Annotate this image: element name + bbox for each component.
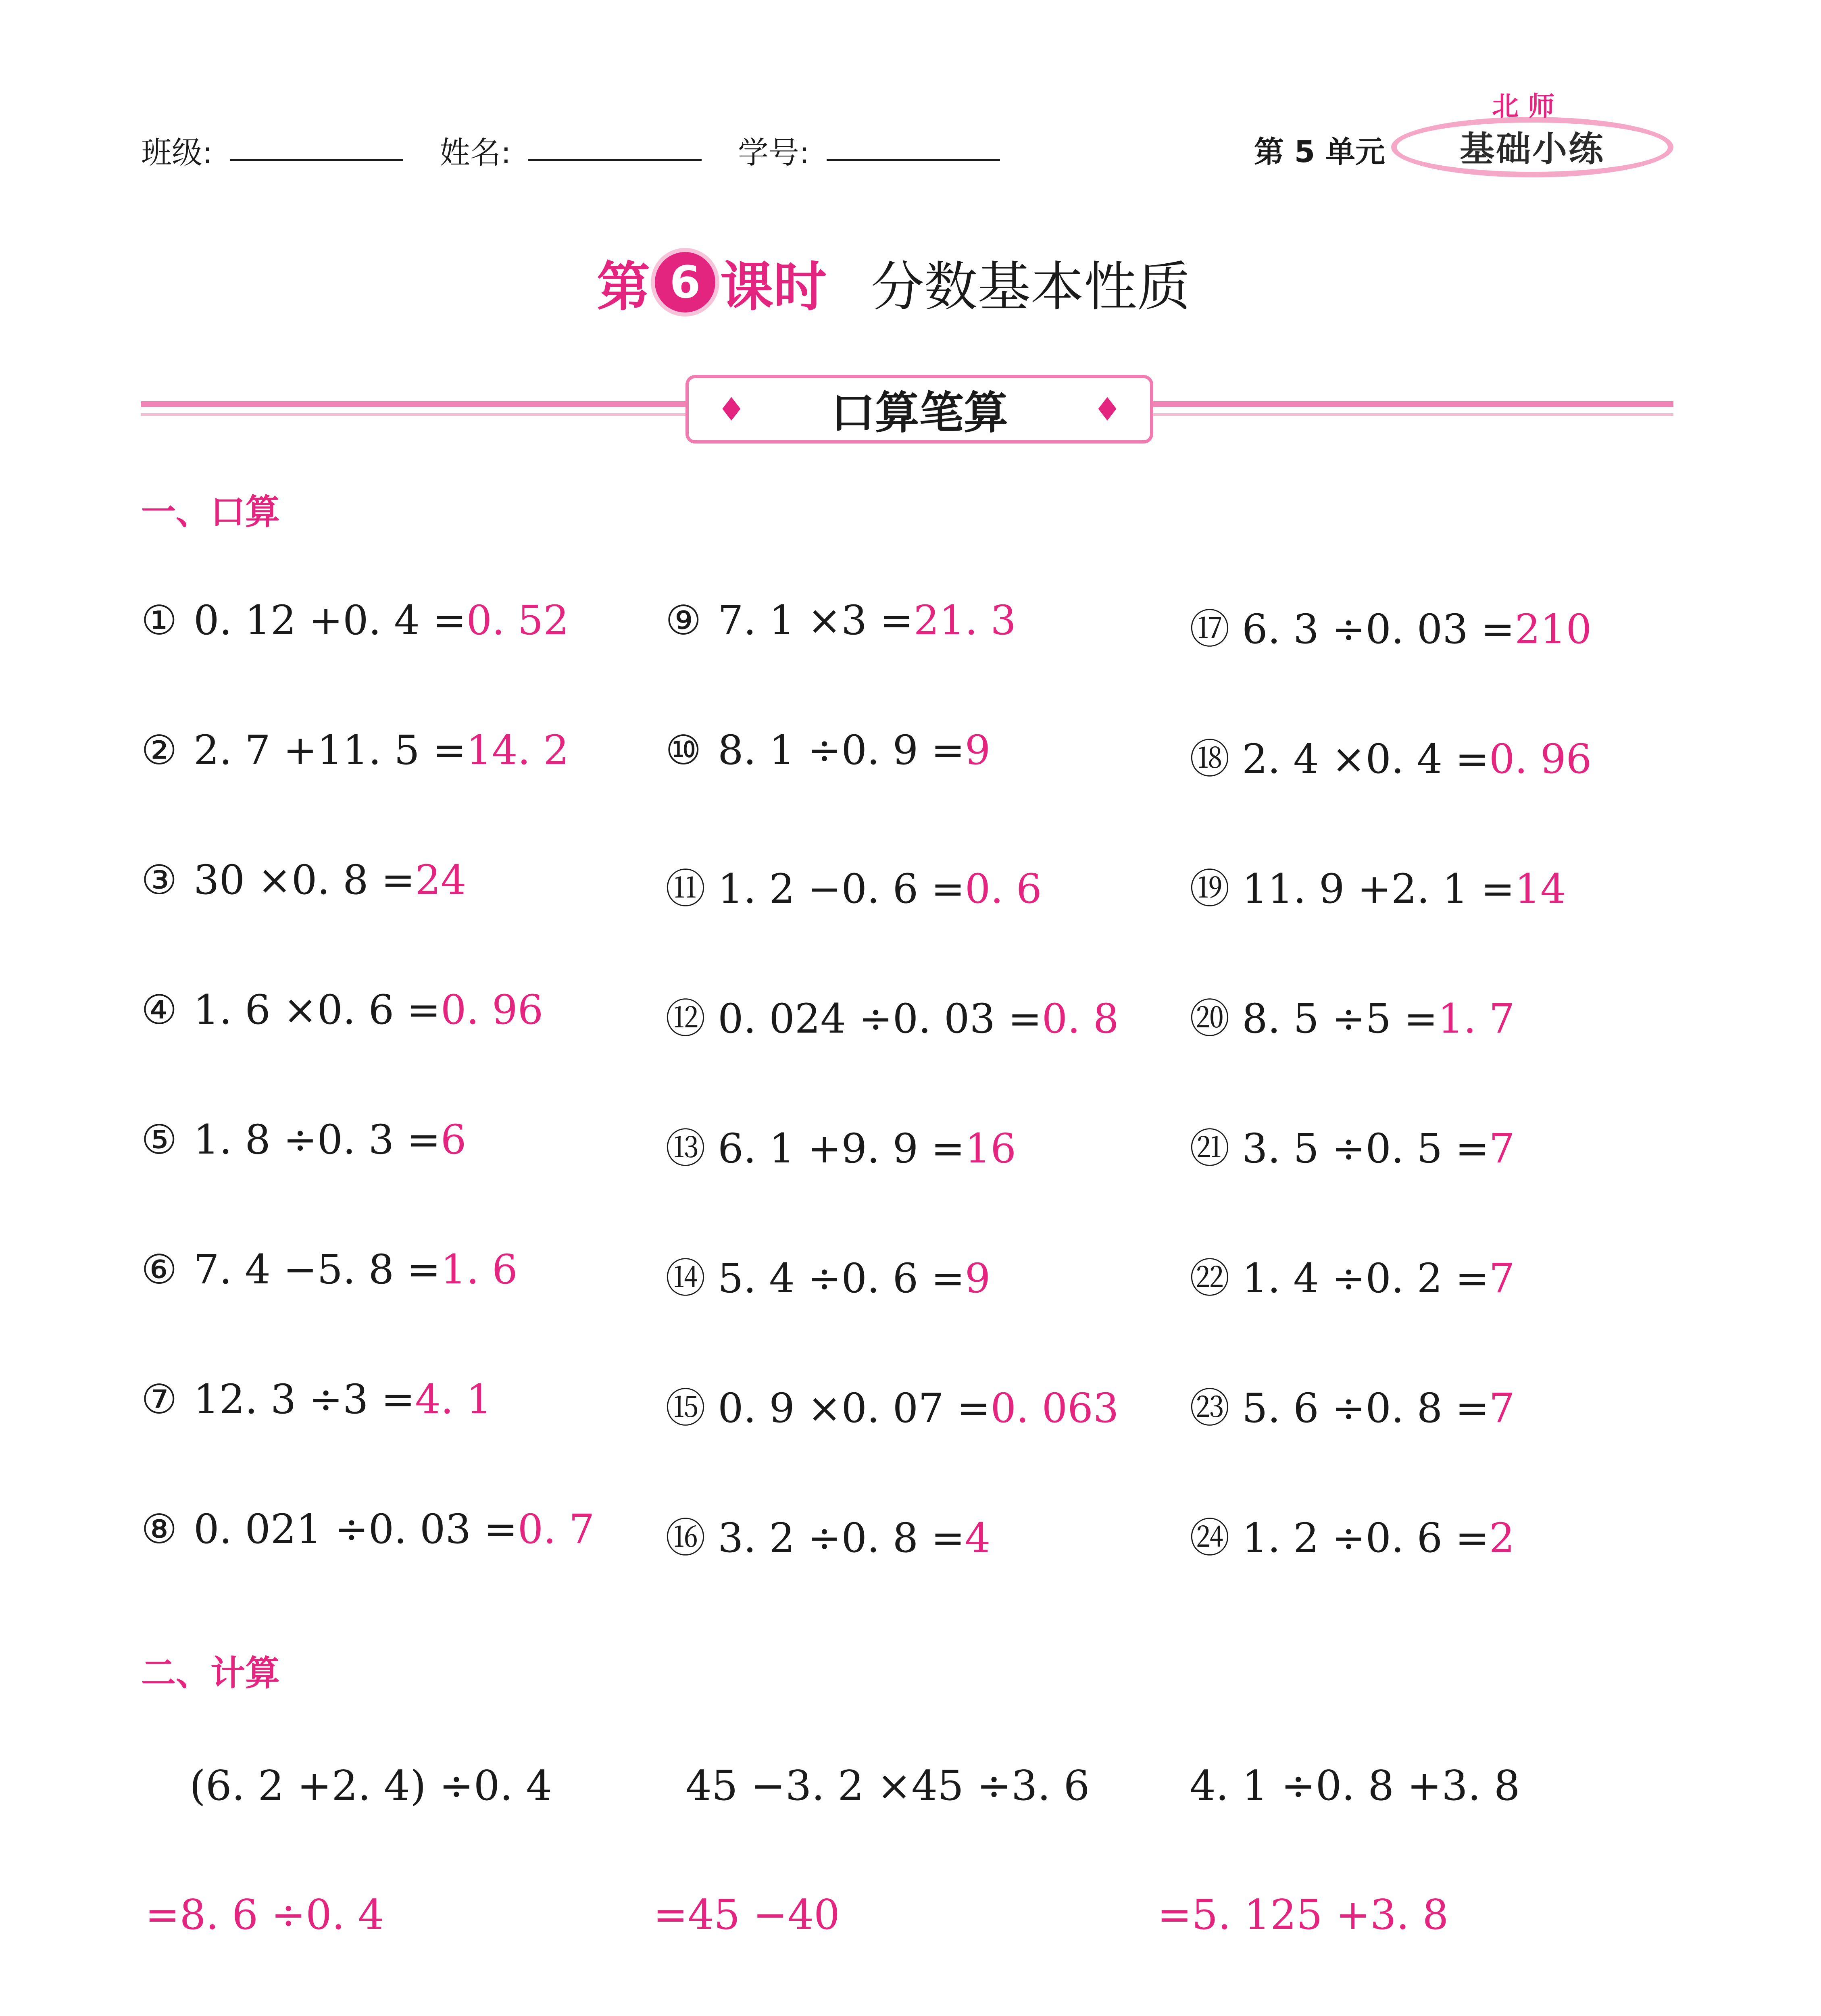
problem-number: ⑦ [141,1376,177,1423]
problem-answer: 14 [1515,865,1566,912]
problem-answer: 0. 8 [1042,995,1119,1042]
problem-answer: 14. 2 [466,727,569,774]
problem-answer: 6 [440,1116,467,1163]
oral-problem [665,856,1042,914]
problem-answer: 210 [1515,606,1592,653]
problem-answer: 0. 96 [440,986,544,1033]
oral-problem [1190,727,1592,785]
problem-expression: 0. 021 ÷0. 03 = [194,1506,518,1553]
brand-top-text: 北 师 [1492,91,1554,122]
section-banner [685,375,1153,444]
problem-number: ㉒ [1190,1255,1230,1302]
problem-expression: 1. 6 ×0. 6 = [194,986,441,1033]
oral-problem [141,1116,466,1163]
problem-expression: 5. 6 ÷0. 8 = [1242,1385,1489,1432]
calc-expression: 45 −3. 2 ×45 ÷3. 6 [685,1762,1090,1810]
problem-number: ㉔ [1190,1514,1230,1562]
problem-number: ⑥ [141,1246,177,1293]
problem-number: ⑮ [665,1385,706,1432]
calc-step: =45 −40 [653,1891,840,1939]
oral-problem [665,986,1119,1044]
problem-expression: 7. 4 −5. 8 = [194,1246,441,1293]
oral-problem [665,727,990,774]
problem-answer: 7 [1489,1125,1515,1172]
problem-number: ⑲ [1190,865,1230,912]
oral-problem [1190,1246,1515,1304]
name-label: 姓名: [440,135,511,171]
problem-expression: 0. 9 ×0. 07 = [718,1385,991,1432]
lesson-title [597,242,1190,323]
problem-answer: 16 [965,1125,1017,1172]
problem-number: ⑭ [665,1255,706,1302]
calc-expression: 4. 1 ÷0. 8 +3. 8 [1190,1762,1520,1810]
problem-expression: 3. 5 ÷0. 5 = [1242,1125,1489,1172]
oral-problem [1190,1376,1515,1434]
problem-expression: 11. 9 +2. 1 = [1242,865,1515,912]
problem-number: ② [141,727,177,774]
oral-problem [141,986,543,1033]
oral-problem [1190,597,1592,655]
problem-expression: 12. 3 ÷3 = [194,1376,415,1423]
problem-answer: 1. 6 [440,1246,518,1293]
oral-problem [1190,1116,1515,1174]
calc-step: =5. 125 +3. 8 [1157,1891,1449,1939]
diamond-icon: ♦ [1093,390,1122,428]
problem-expression: 3. 2 ÷0. 8 = [718,1514,965,1562]
problem-expression: 6. 3 ÷0. 03 = [1242,606,1515,653]
problem-expression: 2. 7 +11. 5 = [194,727,467,774]
problem-answer: 0. 063 [990,1385,1119,1432]
diamond-icon: ♦ [717,390,746,428]
problem-expression: 8. 1 ÷0. 9 = [718,727,965,774]
problem-answer: 1. 7 [1438,995,1515,1042]
problem-number: ⑯ [665,1514,706,1562]
oral-problem [141,1506,595,1553]
problem-number: ① [141,597,177,644]
oral-problem [141,727,569,774]
problem-expression: 2. 4 ×0. 4 = [1242,735,1489,783]
problem-number: ⑤ [141,1116,177,1163]
banner-title: 口算笔算 [831,387,1008,439]
oral-problem [141,597,569,644]
problem-number: ⑰ [1190,606,1230,653]
problem-number: ⑫ [665,995,706,1042]
oral-problem [665,1116,1016,1174]
problem-answer: 4. 1 [415,1376,492,1423]
oral-problem [665,1246,990,1304]
problem-number: ⑨ [665,597,702,644]
oral-problem [665,1506,990,1564]
calc-expression: (6. 2 +2. 4) ÷0. 4 [190,1762,552,1810]
oral-problem [665,597,1016,644]
problem-answer: 0. 7 [517,1506,595,1553]
oral-problem [141,1246,518,1293]
problem-number: ⑱ [1190,735,1230,783]
problem-number: ⑩ [665,727,702,774]
problem-expression: 1. 4 ÷0. 2 = [1242,1255,1489,1302]
calc-step: =8. 6 ÷0. 4 [145,1891,384,1939]
problem-number: ㉑ [1190,1125,1230,1172]
problem-number: ⑪ [665,865,706,912]
problem-expression: 1. 2 −0. 6 = [718,865,965,912]
problem-answer: 2 [1489,1514,1515,1562]
problem-answer: 0. 6 [965,865,1042,912]
problem-expression: 0. 12 +0. 4 = [194,597,467,644]
problem-answer: 21. 3 [913,597,1017,644]
problem-expression: 30 ×0. 8 = [194,856,415,904]
class-label: 班级: [141,135,213,171]
lesson-prefix: 第 [597,256,650,318]
problem-answer: 9 [965,727,991,774]
student-id-label: 学号: [738,135,810,171]
oral-problem [141,1376,492,1423]
problem-expression: 0. 024 ÷0. 03 = [718,995,1042,1042]
problem-number: ⑬ [665,1125,706,1172]
oral-problem [141,856,466,904]
problem-number: ⑳ [1190,995,1230,1042]
lesson-suffix: 课时 [720,256,827,318]
problem-answer: 7 [1489,1255,1515,1302]
problem-answer: 0. 96 [1489,735,1592,783]
problem-answer: 9 [965,1255,991,1302]
student-id-blank[interactable] [827,159,1000,161]
problem-expression: 8. 5 ÷5 = [1242,995,1438,1042]
problem-expression: 1. 8 ÷0. 3 = [194,1116,441,1163]
oral-problem [665,1376,1119,1434]
problem-number: ③ [141,856,177,904]
lesson-name: 分数基本性质 [871,256,1190,318]
problem-expression: 7. 1 ×3 = [718,597,914,644]
problem-number: ④ [141,986,177,1033]
problem-expression: 1. 2 ÷0. 6 = [1242,1514,1489,1562]
problem-expression: 6. 1 +9. 9 = [718,1125,965,1172]
unit-label: 第 5 单元 [1254,135,1386,169]
problem-answer: 24 [415,856,467,904]
problem-expression: 5. 4 ÷0. 6 = [718,1255,965,1302]
problem-answer: 0. 52 [466,597,569,644]
problem-number: ㉓ [1190,1385,1230,1432]
class-blank[interactable] [230,159,403,161]
brand-main-text: 基础小练 [1460,129,1605,169]
section1-heading: 一、口算 [141,492,280,532]
lesson-number-badge: 6 [655,252,715,312]
problem-answer: 4 [965,1514,991,1562]
oral-problem [1190,986,1515,1044]
oral-problem [1190,856,1566,914]
problem-answer: 7 [1489,1385,1515,1432]
name-blank[interactable] [528,159,702,161]
oral-problem [1190,1506,1515,1564]
section2-heading: 二、计算 [141,1653,280,1693]
problem-number: ⑧ [141,1506,177,1553]
